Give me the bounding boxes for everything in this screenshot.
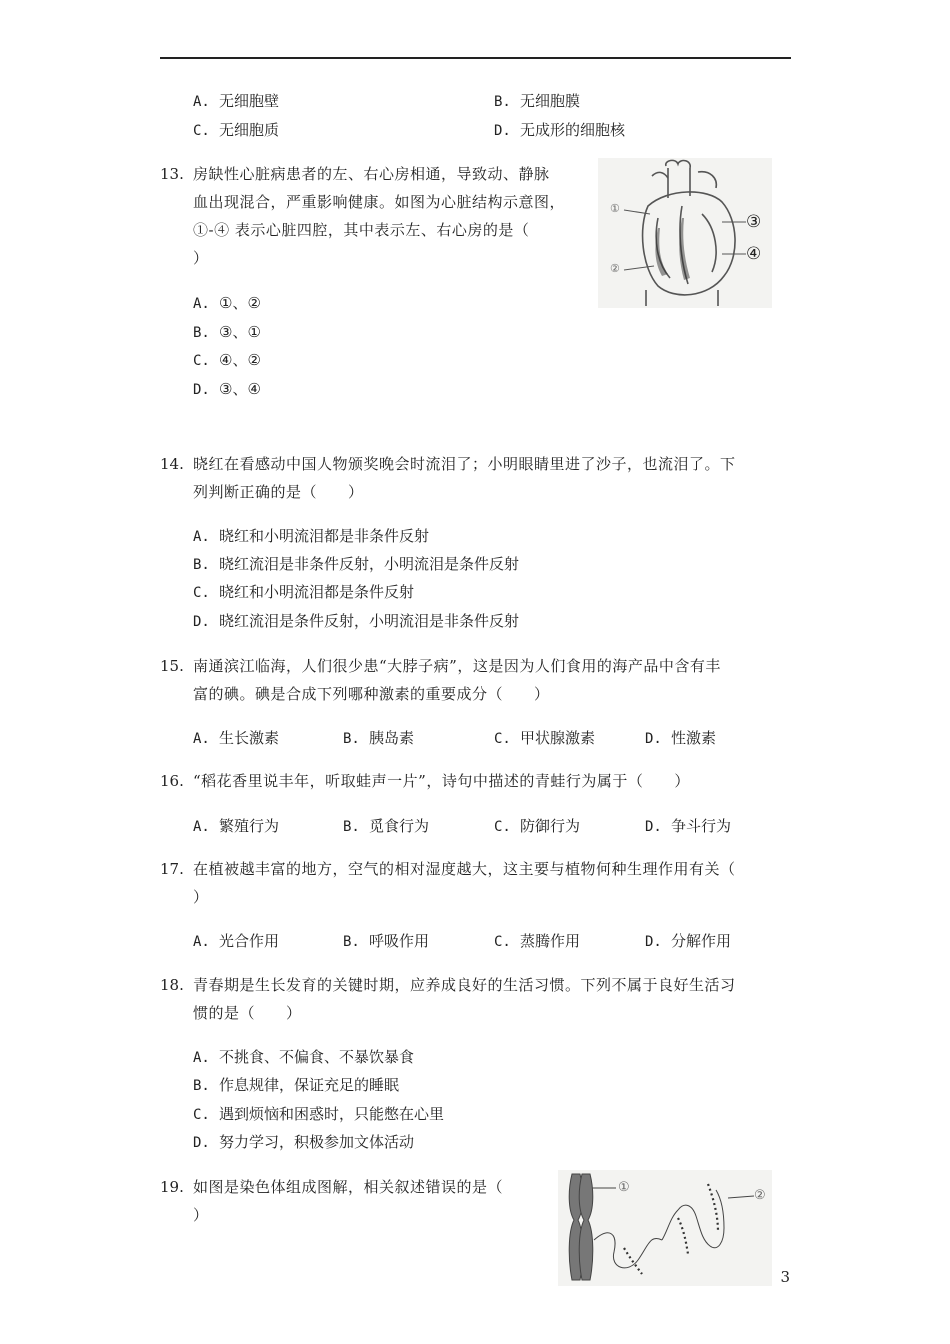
heart-label-3: ③: [746, 212, 762, 232]
q12-option-d[interactable]: D. 无成形的细胞核: [494, 121, 626, 139]
q14-number: 14.: [160, 455, 184, 473]
q13-line-3: ①-④ 表示心脏四腔，其中表示左、右心房的是（: [193, 221, 530, 239]
q17-option-d[interactable]: D. 分解作用: [645, 932, 732, 950]
q18-option-b[interactable]: B. 作息规律，保证充足的睡眠: [193, 1076, 400, 1094]
q14-line-1: 晓红在看感动中国人物颁奖晚会时流泪了；小明眼睛里进了沙子，也流泪了。下: [193, 455, 736, 473]
q13-line-4: ）: [193, 249, 209, 267]
q15-option-a[interactable]: A. 生长激素: [193, 729, 280, 747]
q17-line-2: ）: [193, 888, 209, 906]
heart-drawing: [598, 158, 772, 308]
q16-line-1: “稻花香里说丰年，听取蛙声一片”，诗句中描述的青蛙行为属于（ ）: [193, 772, 690, 790]
q18-line-1: 青春期是生长发育的关键时期，应养成良好的生活习惯。下列不属于良好生活习: [193, 976, 736, 994]
q18-number: 18.: [160, 976, 184, 994]
q13-option-d[interactable]: D. ③、④: [193, 380, 261, 398]
q13-line-1: 房缺性心脏病患者的左、右心房相通，导致动、静脉: [193, 165, 550, 183]
q12-option-c[interactable]: C. 无细胞质: [193, 121, 280, 139]
q13-number: 13.: [160, 165, 184, 183]
q13-option-a[interactable]: A. ①、②: [193, 294, 261, 312]
q14-option-d[interactable]: D. 晓红流泪是条件反射，小明流泪是非条件反射: [193, 612, 520, 630]
q17-number: 17.: [160, 860, 184, 878]
chromosome-diagram: [558, 1170, 772, 1286]
q12-option-b[interactable]: B. 无细胞膜: [494, 92, 581, 110]
q17-option-a[interactable]: A. 光合作用: [193, 932, 280, 950]
page-number: 3: [780, 1268, 790, 1286]
q17-line-1: 在植被越丰富的地方，空气的相对湿度越大，这主要与植物何种生理作用有关（: [193, 860, 736, 878]
q18-option-a[interactable]: A. 不挑食、不偏食、不暴饮暴食: [193, 1048, 415, 1066]
q16-option-d[interactable]: D. 争斗行为: [645, 817, 732, 835]
chromosome-drawing: [558, 1170, 772, 1286]
q15-option-d[interactable]: D. 性激素: [645, 729, 717, 747]
q17-option-b[interactable]: B. 呼吸作用: [343, 932, 430, 950]
q12-option-a[interactable]: A. 无细胞壁: [193, 92, 280, 110]
q18-option-d[interactable]: D. 努力学习，积极参加文体活动: [193, 1133, 415, 1151]
q15-option-c[interactable]: C. 甲状腺激素: [494, 729, 596, 747]
chromosome-label-2: ②: [754, 1188, 766, 1203]
q14-option-a[interactable]: A. 晓红和小明流泪都是非条件反射: [193, 527, 430, 545]
heart-diagram: [598, 158, 772, 308]
q13-line-2: 血出现混合，严重影响健康。如图为心脏结构示意图，: [193, 193, 566, 211]
q16-number: 16.: [160, 772, 184, 790]
q17-option-c[interactable]: C. 蒸腾作用: [494, 932, 581, 950]
q16-option-b[interactable]: B. 觅食行为: [343, 817, 430, 835]
heart-label-2: ②: [610, 262, 620, 275]
heart-label-1: ①: [610, 202, 620, 215]
q15-option-b[interactable]: B. 胰岛素: [343, 729, 415, 747]
q16-option-c[interactable]: C. 防御行为: [494, 817, 581, 835]
heart-label-4: ④: [746, 244, 762, 264]
q14-option-c[interactable]: C. 晓红和小明流泪都是条件反射: [193, 583, 415, 601]
header-rule: [160, 57, 791, 59]
chromosome-label-1: ①: [618, 1180, 630, 1195]
q13-option-c[interactable]: C. ④、②: [193, 351, 261, 369]
q15-number: 15.: [160, 657, 184, 675]
q19-number: 19.: [160, 1178, 184, 1196]
q13-option-b[interactable]: B. ③、①: [193, 323, 261, 341]
q18-line-2: 惯的是（ ）: [193, 1004, 302, 1022]
q14-option-b[interactable]: B. 晓红流泪是非条件反射，小明流泪是条件反射: [193, 555, 520, 573]
q19-line-2: ）: [193, 1206, 209, 1224]
q16-option-a[interactable]: A. 繁殖行为: [193, 817, 280, 835]
q15-line-2: 富的碘。碘是合成下列哪种激素的重要成分（ ）: [193, 685, 550, 703]
q15-line-1: 南通滨江临海，人们很少患“大脖子病”，这是因为人们食用的海产品中含有丰: [193, 657, 721, 675]
q19-line-1: 如图是染色体组成图解，相关叙述错误的是（: [193, 1178, 504, 1196]
q18-option-c[interactable]: C. 遇到烦恼和困惑时，只能憋在心里: [193, 1105, 445, 1123]
q14-line-2: 列判断正确的是（ ）: [193, 483, 364, 501]
